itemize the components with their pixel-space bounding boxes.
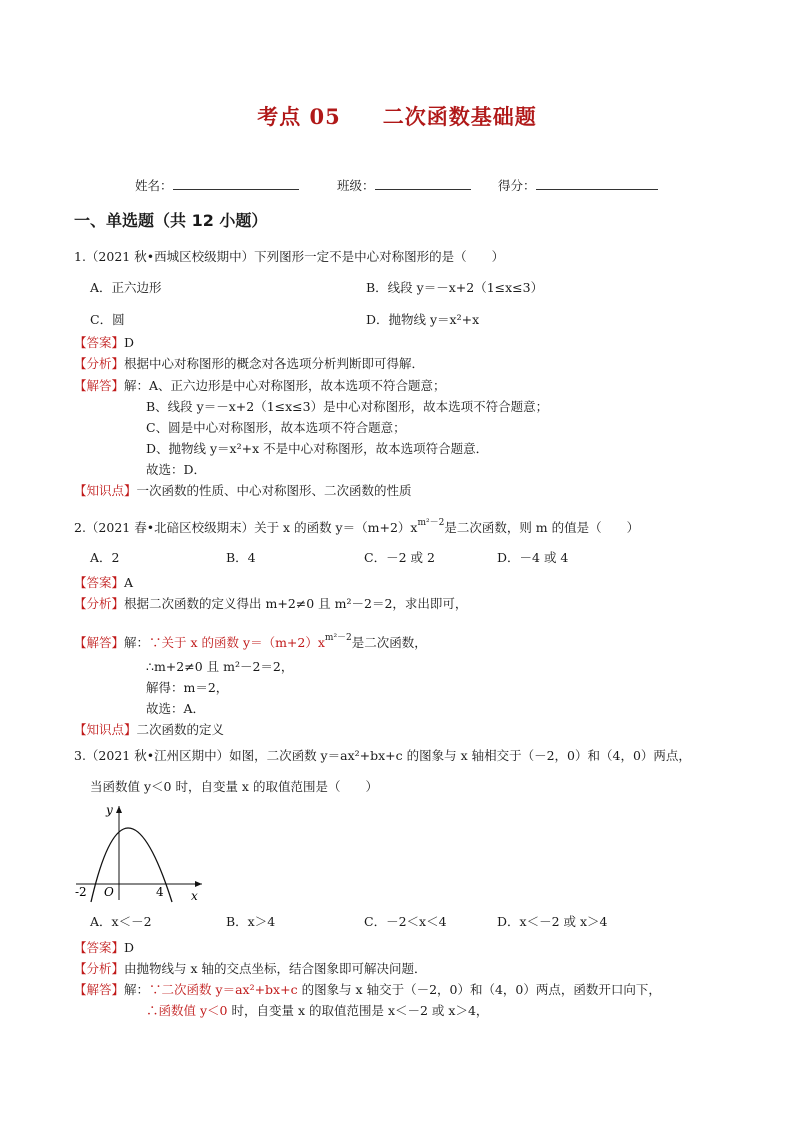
solution-end: 时，自变量 x 的取值范围是 x＜－2 或 x＞4， bbox=[227, 1003, 489, 1018]
score-label: 得分： bbox=[498, 178, 536, 193]
x-axis-label: x bbox=[191, 889, 198, 903]
q3-solution bbox=[74, 981, 661, 999]
analysis-text: 由抛物线与 x 轴的交点坐标，结合图象即可解决问题． bbox=[124, 961, 427, 976]
q3-option-d: D．x＜－2 或 x＞4 bbox=[497, 914, 608, 929]
q2-option-c: C．－2 或 2 bbox=[364, 550, 435, 565]
q2-solution bbox=[74, 629, 427, 652]
q3-solution-line-2 bbox=[146, 1002, 488, 1020]
name-field[interactable] bbox=[135, 176, 299, 194]
origin-label: O bbox=[104, 885, 114, 899]
q2-solution-line-4: 故选：A． bbox=[146, 701, 206, 716]
solution-red: ∴函数值 y＜0 bbox=[146, 1003, 228, 1018]
q2-stem-end: 是二次函数，则 m 的值是（ ） bbox=[444, 520, 640, 535]
score-field[interactable] bbox=[498, 176, 658, 194]
q3-stem-line-1: 3.（2021 秋•江州区期中）如图，二次函数 y＝ax²+bx+c 的图象与 x 轴相交于（－2，0）和（4，0）两点， bbox=[74, 748, 691, 763]
title-text: 二次函数基础题 bbox=[382, 104, 537, 129]
tick-label-4: 4 bbox=[156, 885, 164, 899]
knowledge-text: 二次函数的定义 bbox=[136, 722, 225, 737]
answer-label: 【答案】 bbox=[74, 335, 125, 350]
page-title bbox=[0, 101, 794, 131]
solution-red: ∵关于 x 的函数 y＝（m+2）x bbox=[149, 635, 325, 650]
answer-value: D bbox=[124, 335, 135, 350]
knowledge-label: 【知识点】 bbox=[74, 483, 137, 498]
answer-value: D bbox=[124, 940, 135, 955]
x-axis-arrow bbox=[195, 881, 202, 887]
solution-red: ∵二次函数 y＝ax²+bx+c bbox=[149, 982, 298, 997]
analysis-label: 【分析】 bbox=[74, 356, 125, 371]
y-axis-arrow bbox=[116, 806, 122, 813]
q3-option-a: A．x＜－2 bbox=[90, 914, 152, 929]
q1-analysis bbox=[74, 355, 424, 373]
q1-knowledge bbox=[74, 482, 412, 500]
solution-exponent: m²－2 bbox=[324, 633, 352, 643]
q2-stem bbox=[74, 514, 639, 537]
y-axis-label: y bbox=[106, 803, 113, 817]
q2-option-d: D．－4 或 4 bbox=[497, 550, 569, 565]
knowledge-text: 一次函数的性质、中心对称图形、二次函数的性质 bbox=[136, 483, 412, 498]
q2-option-a: A．2 bbox=[90, 550, 120, 565]
parabola-graph bbox=[72, 800, 212, 905]
class-field[interactable] bbox=[337, 176, 471, 194]
q1-option-c: C．圆 bbox=[90, 312, 125, 327]
answer-label: 【答案】 bbox=[74, 940, 125, 955]
knowledge-label: 【知识点】 bbox=[74, 722, 137, 737]
analysis-text: 根据二次函数的定义得出 m+2≠0 且 m²－2＝2，求出即可， bbox=[124, 596, 468, 611]
q1-solution-line-4: D、抛物线 y＝x²+x 不是中心对称图形，故本选项符合题意． bbox=[146, 441, 489, 456]
name-label: 姓名： bbox=[135, 178, 173, 193]
q1-option-d: D．抛物线 y＝x²+x bbox=[366, 312, 480, 327]
solution-end: 的图象与 x 轴交于（－2，0）和（4，0）两点，函数开口向下， bbox=[297, 982, 661, 997]
q3-option-b: B．x＞4 bbox=[226, 914, 276, 929]
solution-line: 解：A、正六边形是中心对称图形，故本选项不符合题意； bbox=[124, 378, 446, 393]
analysis-label: 【分析】 bbox=[74, 961, 125, 976]
q1-option-b: B．线段 y＝－x+2（1≤x≤3） bbox=[366, 280, 544, 295]
q2-solution-line-2: ∴m+2≠0 且 m²－2＝2， bbox=[146, 659, 294, 674]
name-blank[interactable] bbox=[173, 179, 299, 190]
q2-answer bbox=[74, 574, 133, 592]
q2-knowledge bbox=[74, 721, 224, 739]
q2-analysis bbox=[74, 595, 467, 613]
score-blank[interactable] bbox=[536, 179, 658, 190]
q3-analysis bbox=[74, 960, 427, 978]
solution-end: 是二次函数， bbox=[351, 635, 427, 650]
solution-label: 【解答】 bbox=[74, 982, 125, 997]
q1-stem: 1.（2021 秋•西城区校级期中）下列图形一定不是中心对称图形的是（ ） bbox=[74, 249, 505, 264]
solution-label: 【解答】 bbox=[74, 378, 125, 393]
class-blank[interactable] bbox=[375, 179, 471, 190]
title-topic: 考点 05 bbox=[257, 104, 341, 129]
answer-label: 【答案】 bbox=[74, 575, 125, 590]
q3-option-c: C．－2＜x＜4 bbox=[364, 914, 447, 929]
q2-option-b: B．4 bbox=[226, 550, 256, 565]
q1-solution-line-5: 故选：D． bbox=[146, 462, 207, 477]
q1-solution bbox=[74, 377, 446, 395]
q1-solution-line-3: C、圆是中心对称图形，故本选项不符合题意； bbox=[146, 420, 406, 435]
q2-stem-part: 2.（2021 春•北碚区校级期末）关于 x 的函数 y＝（m+2）x bbox=[74, 520, 418, 535]
q2-solution-line-3: 解得：m＝2， bbox=[146, 680, 229, 695]
tick-label-neg2: -2 bbox=[75, 885, 87, 899]
solution-start: 解： bbox=[124, 982, 150, 997]
analysis-text: 根据中心对称图形的概念对各选项分析判断即可得解． bbox=[124, 356, 425, 371]
solution-label: 【解答】 bbox=[74, 635, 125, 650]
answer-value: A bbox=[124, 575, 134, 590]
q1-option-a: A．正六边形 bbox=[90, 280, 162, 295]
q1-answer bbox=[74, 334, 134, 352]
solution-start: 解： bbox=[124, 635, 150, 650]
q3-answer bbox=[74, 939, 134, 957]
class-label: 班级： bbox=[337, 178, 375, 193]
analysis-label: 【分析】 bbox=[74, 596, 125, 611]
q2-exponent: m²－2 bbox=[417, 518, 445, 528]
section-heading: 一、单选题（共 12 小题） bbox=[74, 211, 268, 230]
q3-stem-line-2: 当函数值 y＜0 时，自变量 x 的取值范围是（ ） bbox=[90, 779, 378, 794]
q1-solution-line-2: B、线段 y＝－x+2（1≤x≤3）是中心对称图形，故本选项不符合题意； bbox=[146, 399, 549, 414]
